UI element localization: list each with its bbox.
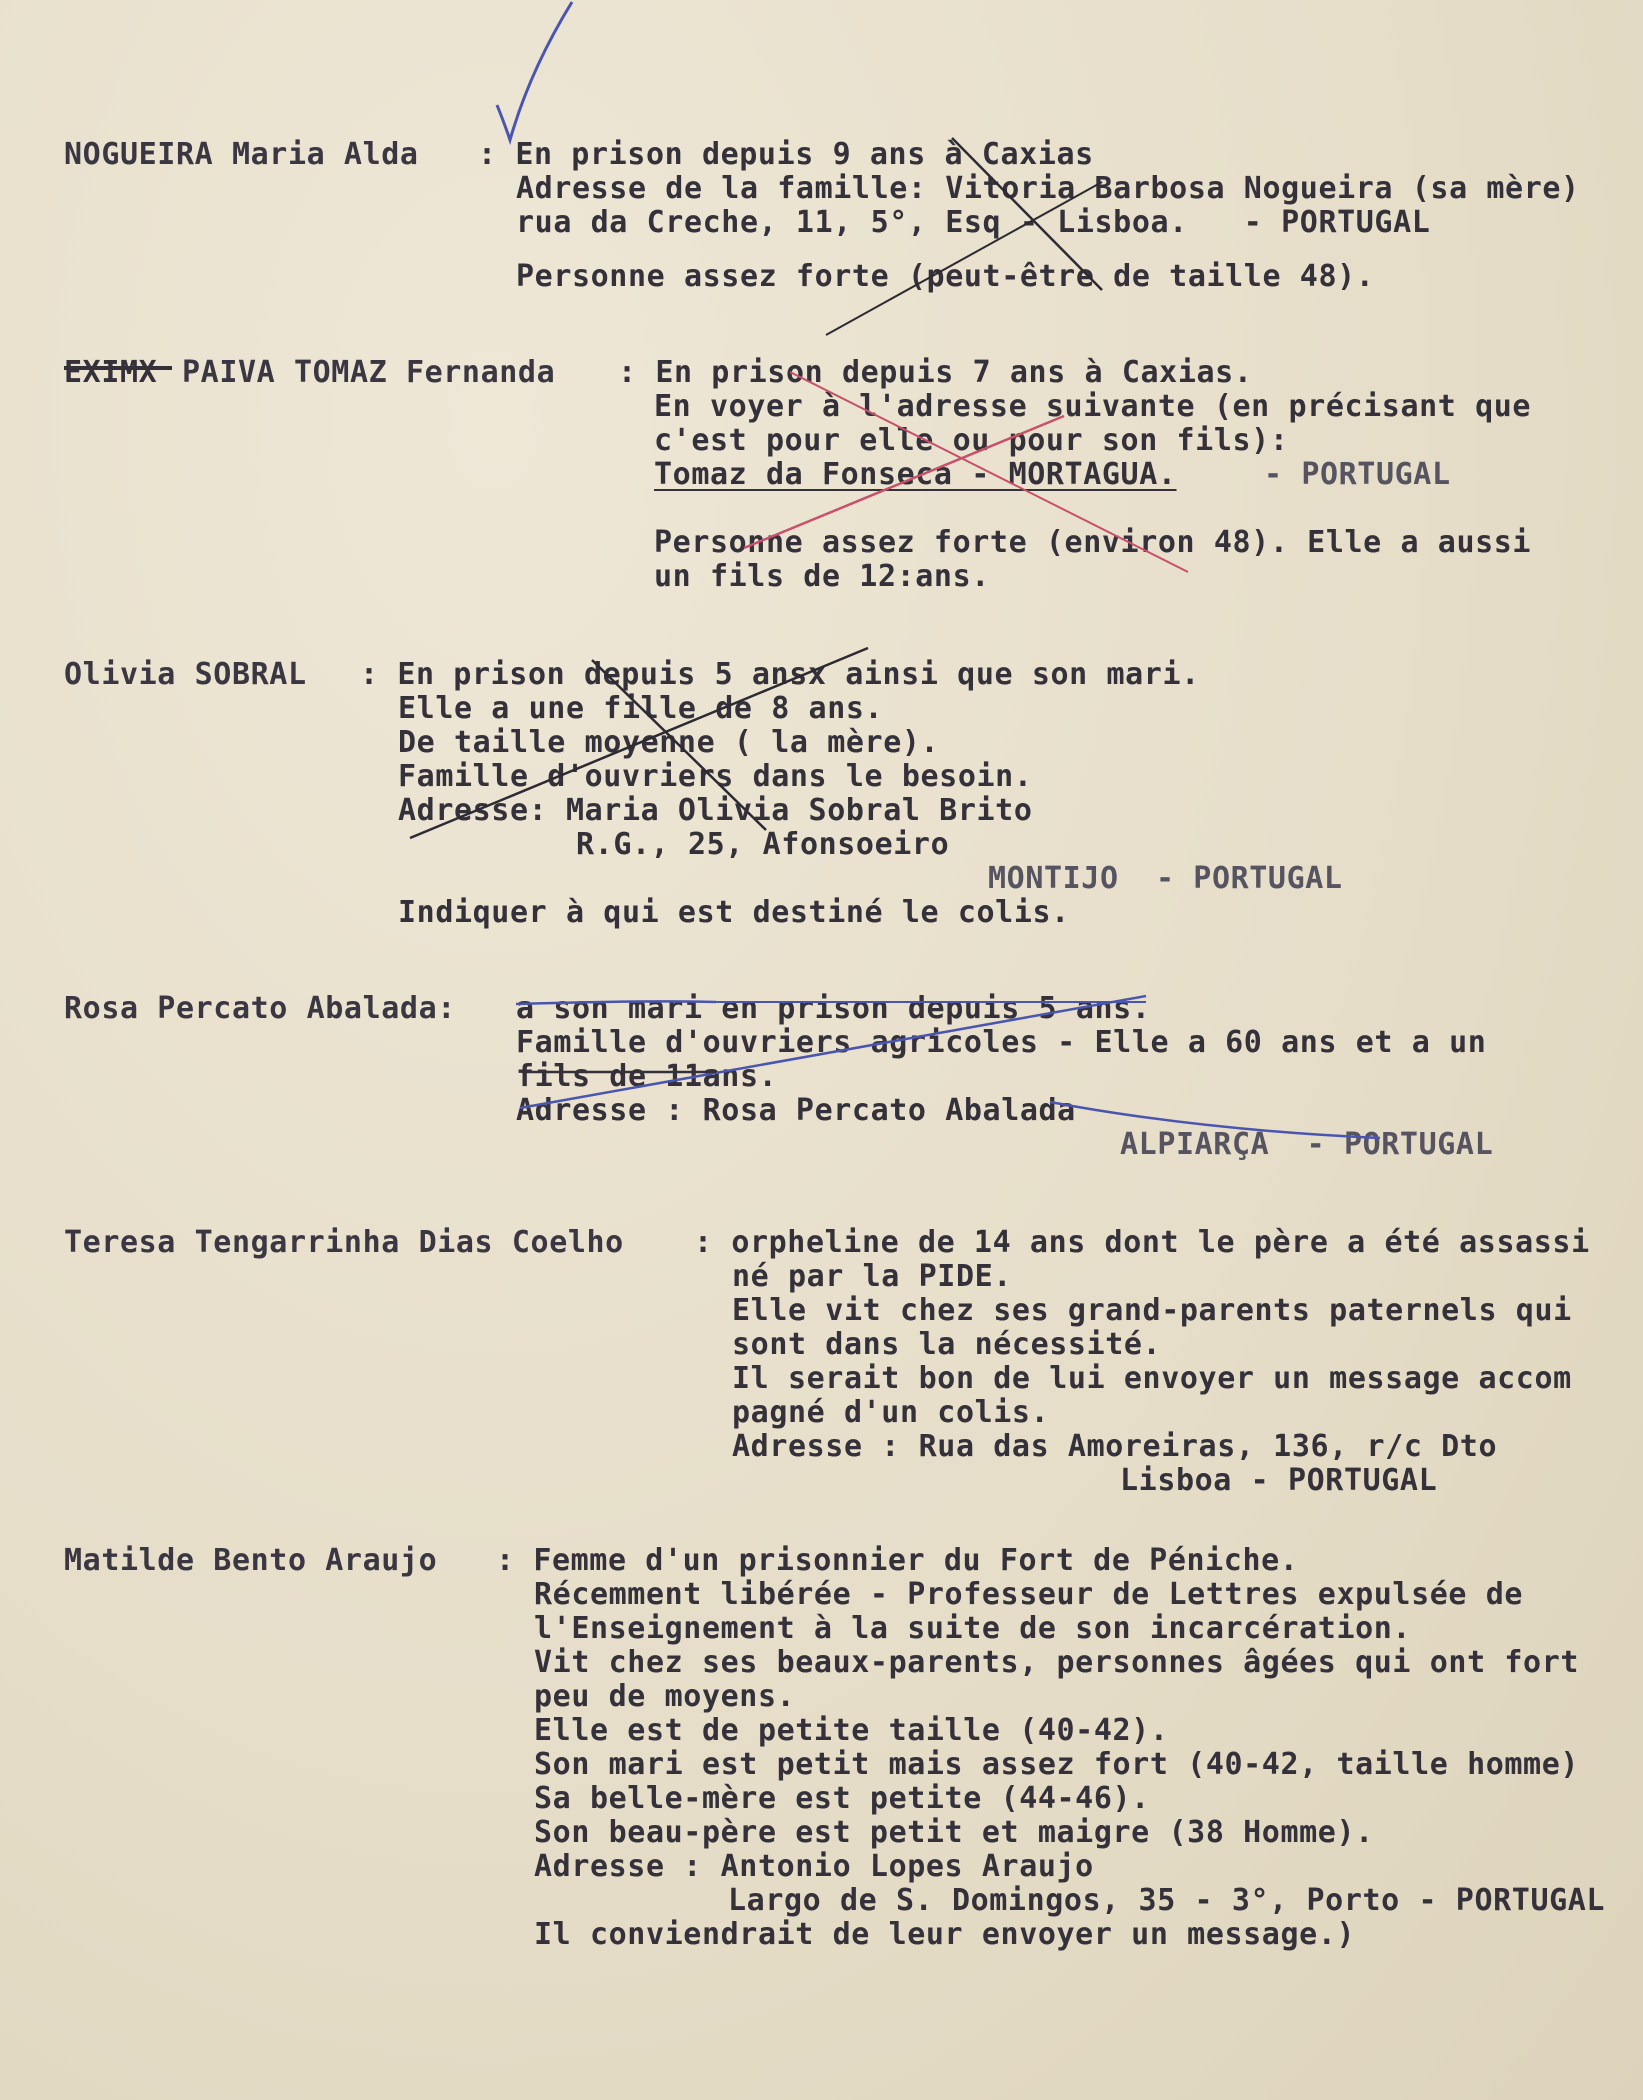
entry-line: peu de moyens. [534,1679,796,1714]
entry-line: Vit chez ses beaux-parents, personnes âgées qui ont fort [534,1645,1580,1680]
entry-line: pagné d'un colis. [732,1395,1050,1430]
entry-line: Il conviendrait de leur envoyer un message.) [534,1917,1356,1952]
struck-name-prefix: EXIMX [64,355,158,390]
entry-line: ALPIARÇA - PORTUGAL [1120,1127,1494,1162]
entry-name: Teresa Tengarrinha Dias Coelho [64,1225,624,1260]
entry-line: Son mari est petit mais assez fort (40-42, taille homme) [534,1747,1580,1782]
entry-line: : En prison depuis 7 ans à Caxias. [618,355,1253,390]
entry-line: - PORTUGAL [1264,457,1451,492]
entry-line: : Femme d'un prisonnier du Fort de Péniche. [496,1543,1299,1578]
entry-line: Largo de S. Domingos, 35 - 3°, Porto - PORTUGAL [728,1883,1606,1918]
entry-line: MONTIJO - PORTUGAL [988,861,1343,896]
entry-name: Olivia SOBRAL [64,657,307,692]
entry-line: Personne assez forte (peut-être de taille 48). [516,259,1375,294]
entry-line: : orpheline de 14 ans dont le père a été assassi [694,1225,1590,1260]
entry-line: Lisboa - PORTUGAL [1120,1463,1438,1498]
entry-line: Famille d'ouvriers dans le besoin. [398,759,1033,794]
entry-line: Elle est de petite taille (40-42). [534,1713,1169,1748]
entry-line: a son mari en prison depuis 5 ans. [516,991,1151,1026]
entry-line: Son beau-père est petit et maigre (38 Homme). [534,1815,1374,1850]
entry-line: Il serait bon de lui envoyer un message accom [732,1361,1572,1396]
entry-line: un fils de 12:ans. [654,559,990,594]
entry-line: Sa belle-mère est petite (44-46). [534,1781,1150,1816]
entry-line: En voyer à l'adresse suivante (en précisant que [654,389,1532,424]
entry-line: R.G., 25, Afonsoeiro [576,827,950,862]
entry-line: l'Enseignement à la suite de son incarcération. [534,1611,1412,1646]
entry-line: Elle a une fille de 8 ans. [398,691,884,726]
entry-line: Récemment libérée - Professeur de Lettres expulsée de [534,1577,1524,1612]
entry-line: c'est pour elle ou pour son fils): [654,423,1289,458]
entry-line-underlined: Tomaz da Fonseca - MORTAGUA. [654,457,1177,492]
entry-name: Rosa Percato Abalada: [64,991,456,1026]
entry-line: Adresse : Rua das Amoreiras, 136, r/c Dto [732,1429,1498,1464]
entry-line: rua da Creche, 11, 5°, Esq - Lisboa. - PORTUGAL [516,205,1431,240]
entry-line: Elle vit chez ses grand-parents paternels qui [732,1293,1572,1328]
checkmark-icon [497,2,572,140]
entry-line: fils de 11ans. [516,1059,778,1094]
entry-line: Personne assez forte (environ 48). Elle a aussi [654,525,1532,560]
entry-name: NOGUEIRA Maria Alda [64,137,419,172]
entry-line: : En prison depuis 5 ansx ainsi que son mari. [360,657,1200,692]
entry-line: De taille moyenne ( la mère). [398,725,940,760]
entry-line: Indiquer à qui est destiné le colis. [398,895,1070,930]
entry-line: sont dans la nécessité. [732,1327,1162,1362]
entry-line: Famille d'ouvriers agricoles - Elle a 60 ans et a un [516,1025,1487,1060]
entry-name: Matilde Bento Araujo [64,1543,438,1578]
entry-line: : En prison depuis 9 ans à Caxias [478,137,1094,172]
entry-name: PAIVA TOMAZ Fernanda [182,355,556,390]
entry-line: né par la PIDE. [732,1259,1012,1294]
entry-line: Adresse de la famille: Vitoria Barbosa Nogueira (sa mère) [516,171,1580,206]
entry-line: Adresse : Rosa Percato Abalada [516,1093,1076,1128]
entry-line: Adresse: Maria Olivia Sobral Brito [398,793,1033,828]
entry-line: Adresse : Antonio Lopes Araujo [534,1849,1094,1884]
